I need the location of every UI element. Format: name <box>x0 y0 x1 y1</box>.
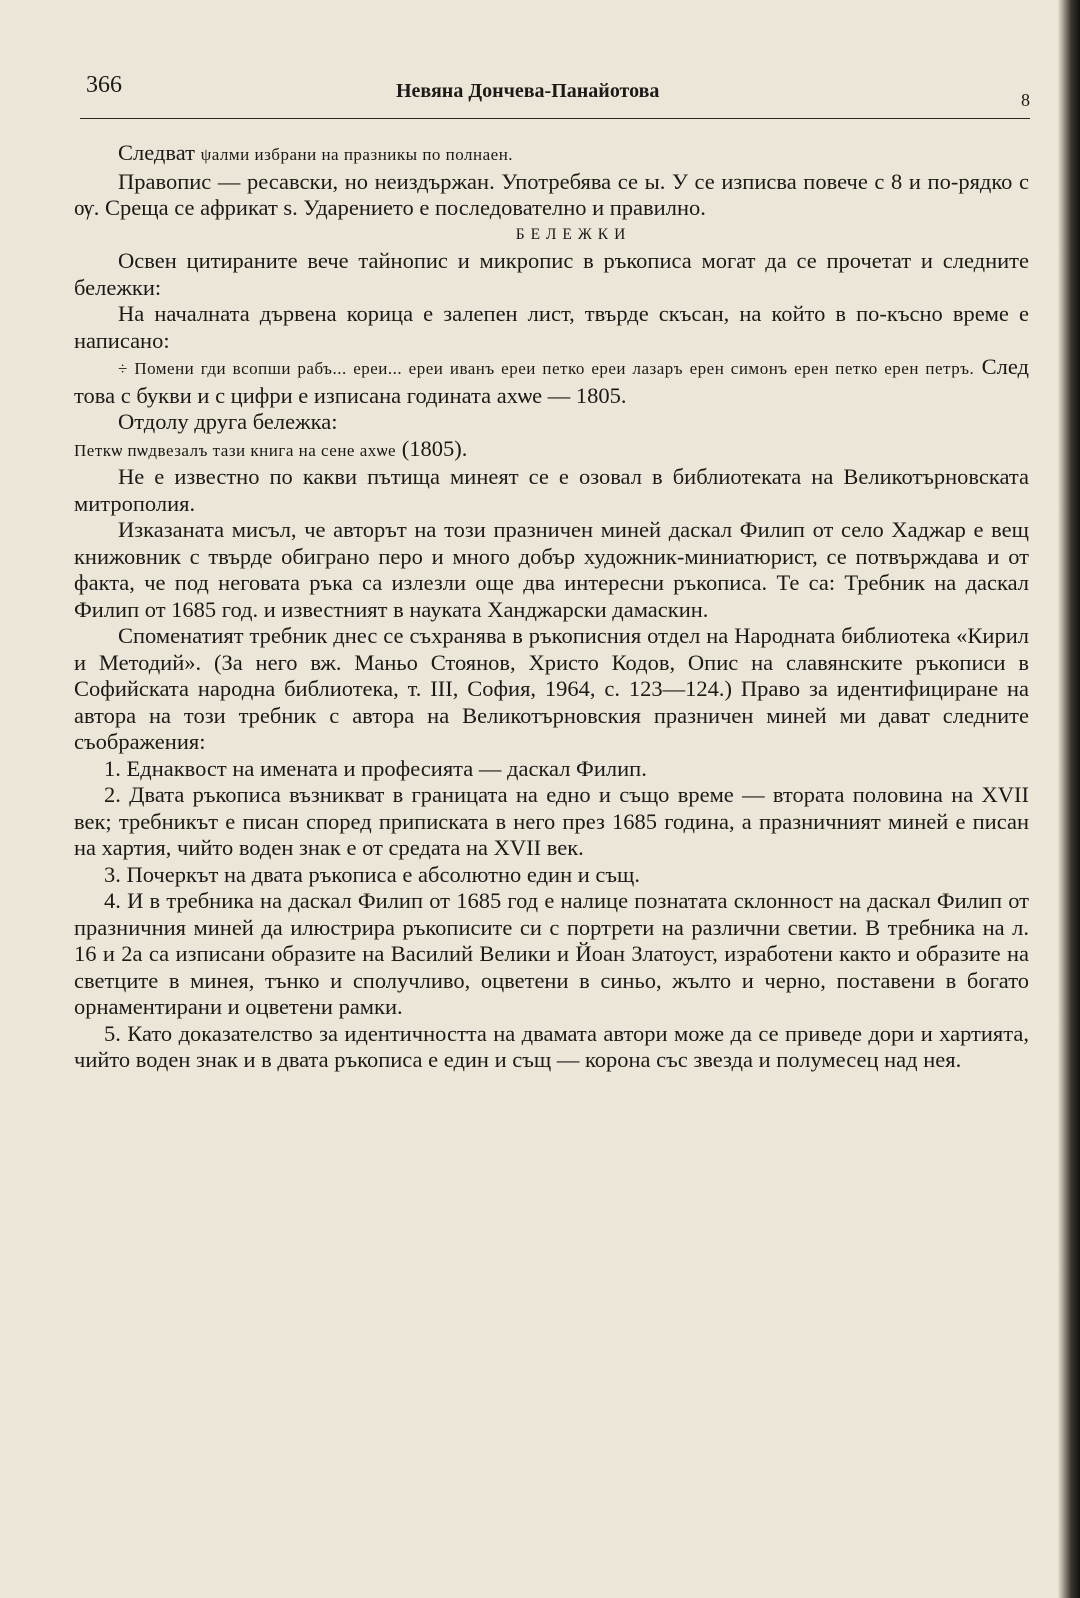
paragraph-5: Изказаната мисъл, че авторът на този празничен миней даскал Филип от село Хаджар е вещ книжовник с твърде обиграно перо и много добър художник-миниатюрист, се потвърждава и от факта, че под неговата ръка са излезли още два интересни ръкописа. Те са: Требник на даскал Филип от 1685 год. и известният в науката Ханджарски дамаскин. <box>74 517 1029 622</box>
paragraph-1: Освен цитираните вече тайнопис и микропис в ръкописа могат да се прочетат и следните бележки: <box>74 248 1029 300</box>
running-title: Невяна Дончева-Панайотова <box>396 80 660 102</box>
note-1-slavonic: ÷ Помени гди всопши рабъ... ереи... ереи иванъ ереи петко ереи лазаръ ерен симонъ ерен петко ерен петръ. <box>118 359 975 378</box>
list-item: 3. Почеркът на двата ръкописа е абсолютно един и същ. <box>104 861 640 887</box>
paragraph-4: Не е известно по какви пътища минеят се е озовал в библиотеката на Великотърновската митрополия. <box>74 464 1029 516</box>
header-rule <box>80 118 1030 119</box>
paragraph-3: Отдолу друга бележка: <box>118 409 338 434</box>
page-number: 366 <box>86 72 122 98</box>
list-item: 5. Като доказателство за идентичността на двамата автори може да се приведе дори и хартията, чийто воден знак и в двата ръкописа е един и същ — корона със звезда и полумесец над нея. <box>74 1020 1029 1072</box>
list-item: 4. И в требника на даскал Филип от 1685 год е налице познатата склонност на даскал Филип от празничния миней да илюстрира ръкописите си с портрети на различни светии. В требника на л. 16 и 2а са изписани образите на Василий Велики и Йоан Златоуст, изработени както и образите на светците в минея, тънко и сполучливо, оцветени в синьо, жълто и черно, поставени в богато орнаментирани и оцветени рамки. <box>74 888 1029 1019</box>
note-2 <box>74 436 1029 465</box>
list-item: 2. Двата ръкописа възникват в границата на едно и също време — втората половина на XVII век; требникът е писан според приписката в него през 1685 година, а празничният миней е писан на хартия, чийто воден знак е от средата на XVII век. <box>74 782 1029 860</box>
page-header <box>80 72 1030 112</box>
arguments-list <box>74 756 1029 1074</box>
paragraph-2: На началната дървена корица е залепен лист, твърде скъсан, на който в по-късно време е написано: <box>74 301 1029 353</box>
intro-label: Следват <box>118 140 195 165</box>
note-1 <box>74 354 1029 409</box>
intro-paragraph-2: Правопис — ресавски, но неиздържан. Употребява се ы. У се изписва повече с 8 и по-рядко с ѹ. Среща се африкат ѕ. Ударението е последователно и правилно. <box>74 168 1029 220</box>
intro-paragraph-1 <box>74 140 1029 169</box>
page-body <box>74 140 1029 1074</box>
page-edge-shadow <box>1058 0 1080 1598</box>
paragraph-6: Споменатият требник днес се съхранява в ръкописния отдел на Народната библиотека «Кирил и Методий». (За него вж. Маньо Стоянов, Христо Кодов, Опис на славянските ръкописи в Софийската народна библиотека, т. III, София, 1964, с. 123—124.) Право за идентифициране на автора на този требник с автора на Великотърновския празничен миней ми дават следните съображения: <box>74 623 1029 754</box>
note-1-text: След това с букви и с цифри е изписана годината ахѡе — 1805. <box>74 354 1029 408</box>
note-2-slavonic: Петкѡ пѡдвезалъ тази книга на сене ахѡе <box>74 440 397 460</box>
note-2-text: (1805). <box>401 435 468 461</box>
signature-mark: 8 <box>1021 90 1030 110</box>
section-heading: БЕЛЕЖКИ <box>515 225 632 243</box>
list-item: 1. Еднаквост на имената и професията — даскал Филип. <box>104 755 647 781</box>
slavonic-quote: ψалми избрани на празникы по полнаен. <box>200 145 514 164</box>
